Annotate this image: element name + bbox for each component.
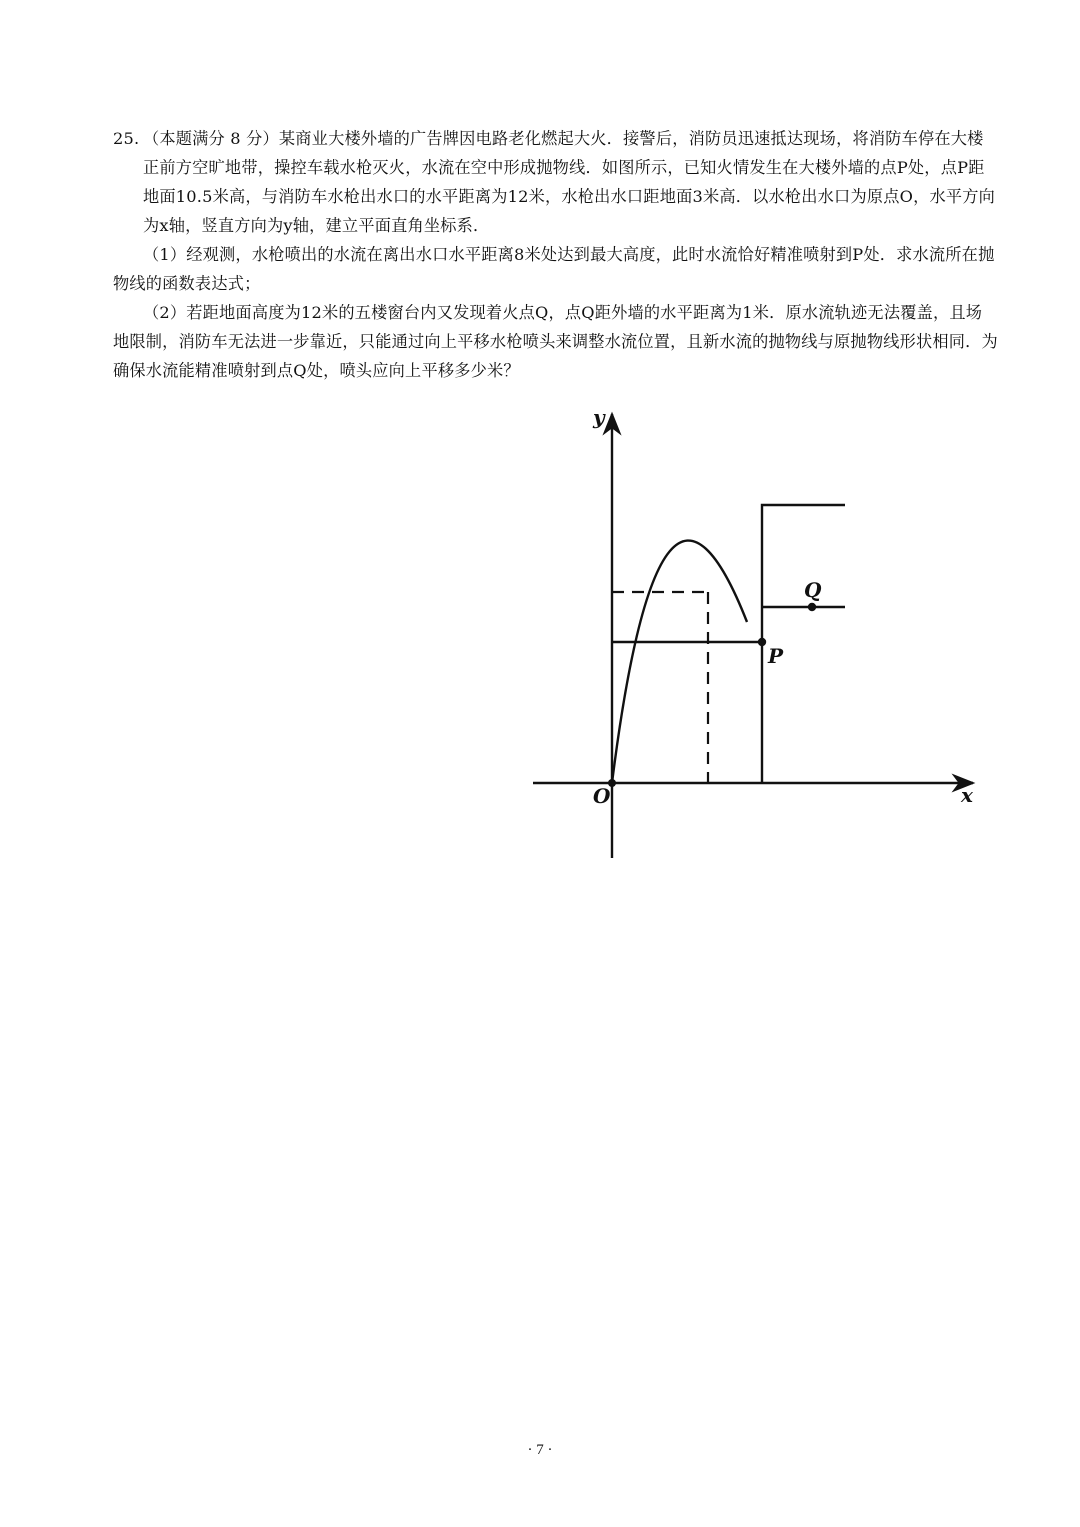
point-q-label: Q [804, 578, 822, 602]
water-parabola [612, 541, 747, 783]
point-p [758, 638, 766, 646]
problem-25 [113, 124, 998, 385]
y-axis-label: y [593, 405, 605, 429]
problem-number: 25. [113, 129, 140, 148]
problem-part-1: （1）经观测，水枪喷出的水流在离出水口水平距离8米处达到最大高度，此时水流恰好精准喷射到P处．求水流所在抛物线的函数表达式； [113, 245, 995, 293]
figure-svg [525, 400, 995, 865]
x-axis-label: x [961, 783, 973, 807]
page-number: · 7 · [527, 1442, 553, 1458]
problem-intro-text: （本题满分 8 分）某商业大楼外墙的广告牌因电路老化燃起大火．接警后，消防员迅速抵达现场，将消防车停在大楼正前方空旷地带，操控车载水枪灭火，水流在空中形成抛物线．如图所示，已知火情发生在大楼外墙的点P处，点P距地面10.5米高，与消防车水枪出水口的水平距离为12米，水枪出水口距地面3米高．以水枪出水口为原点O，水平方向为x轴，竖直方向为y轴，建立平面直角坐标系． [143, 129, 996, 235]
problem-part-2: （2）若距地面高度为12米的五楼窗台内又发现着火点Q，点Q距外墙的水平距离为1米．原水流轨迹无法覆盖，且场地限制，消防车无法进一步靠近，只能通过向上平移水枪喷头来调整水流位置，且新水流的抛物线与原抛物线形状相同．为确保水流能精准喷射到点Q处，喷头应向上平移多少米？ [113, 303, 998, 380]
origin-label: O [593, 784, 611, 808]
point-q [808, 603, 816, 611]
coordinate-figure [525, 400, 995, 865]
point-p-label: P [768, 644, 784, 668]
problem-intro [113, 124, 998, 240]
